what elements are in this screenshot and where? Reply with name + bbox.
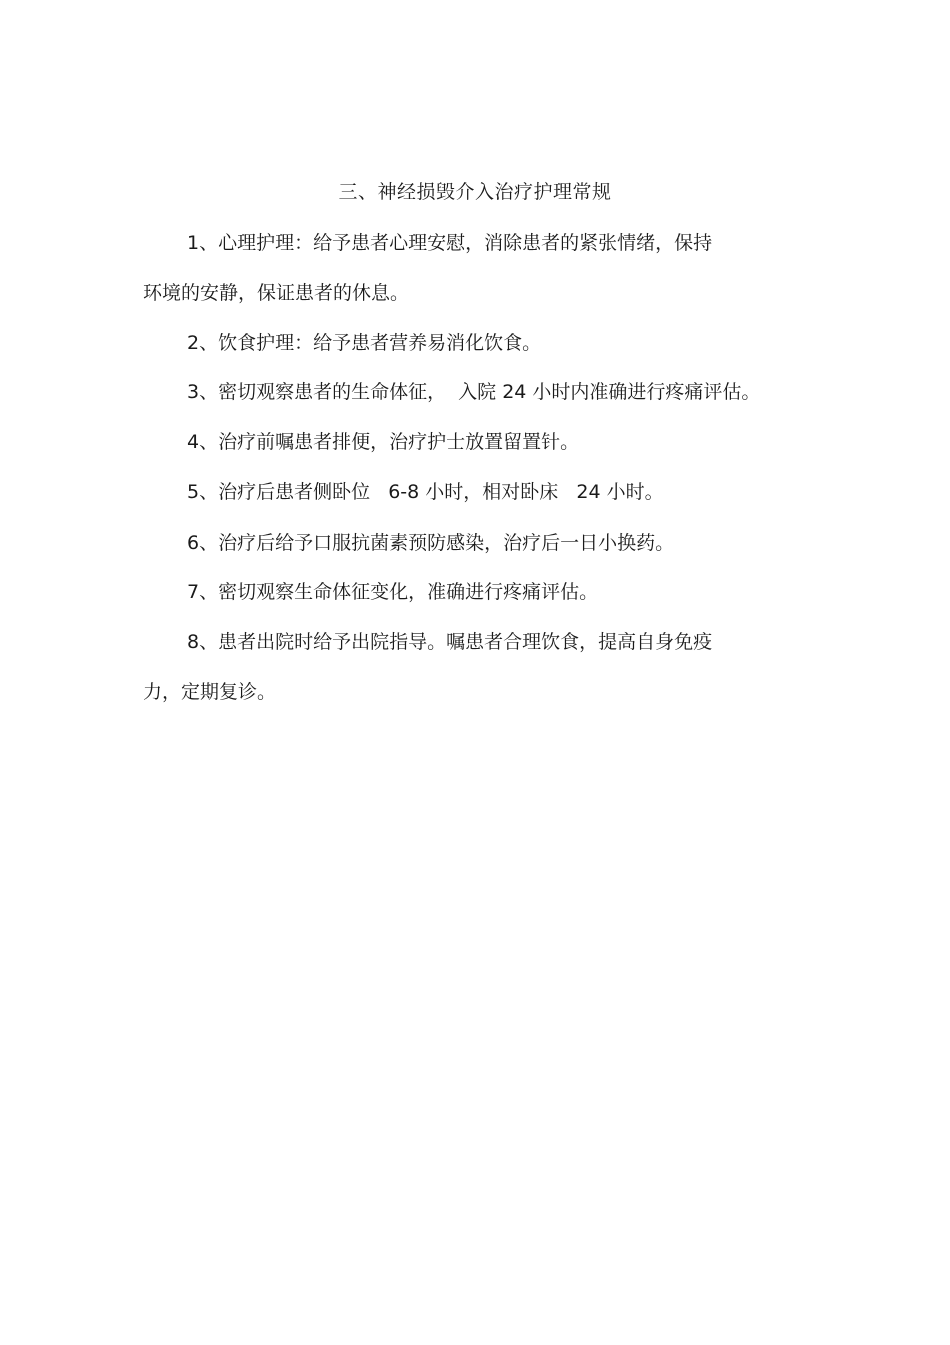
item-5: 5、治疗后患者侧卧位 6-8 小时，相对卧床 24 小时。 bbox=[187, 481, 664, 503]
item-1-line-1: 1、心理护理：给予患者心理安慰，消除患者的紧张情绪，保持 bbox=[187, 232, 713, 254]
item-3: 3、密切观察患者的生命体征， 入院 24 小时内准确进行疼痛评估。 bbox=[187, 381, 761, 403]
item-8-line-2: 力，定期复诊。 bbox=[143, 681, 277, 703]
document-title: 三、神经损毁介入治疗护理常规 bbox=[338, 181, 612, 203]
item-4: 4、治疗前嘱患者排便，治疗护士放置留置针。 bbox=[187, 431, 580, 453]
item-1-line-2: 环境的安静，保证患者的休息。 bbox=[143, 282, 410, 304]
item-2: 2、饮食护理：给予患者营养易消化饮食。 bbox=[187, 332, 542, 354]
item-6: 6、治疗后给予口服抗菌素预防感染，治疗后一日小换药。 bbox=[187, 532, 675, 554]
item-7: 7、密切观察生命体征变化，准确进行疼痛评估。 bbox=[187, 581, 599, 603]
item-8-line-1: 8、患者出院时给予出院指导。嘱患者合理饮食，提高自身免疫 bbox=[187, 631, 713, 653]
